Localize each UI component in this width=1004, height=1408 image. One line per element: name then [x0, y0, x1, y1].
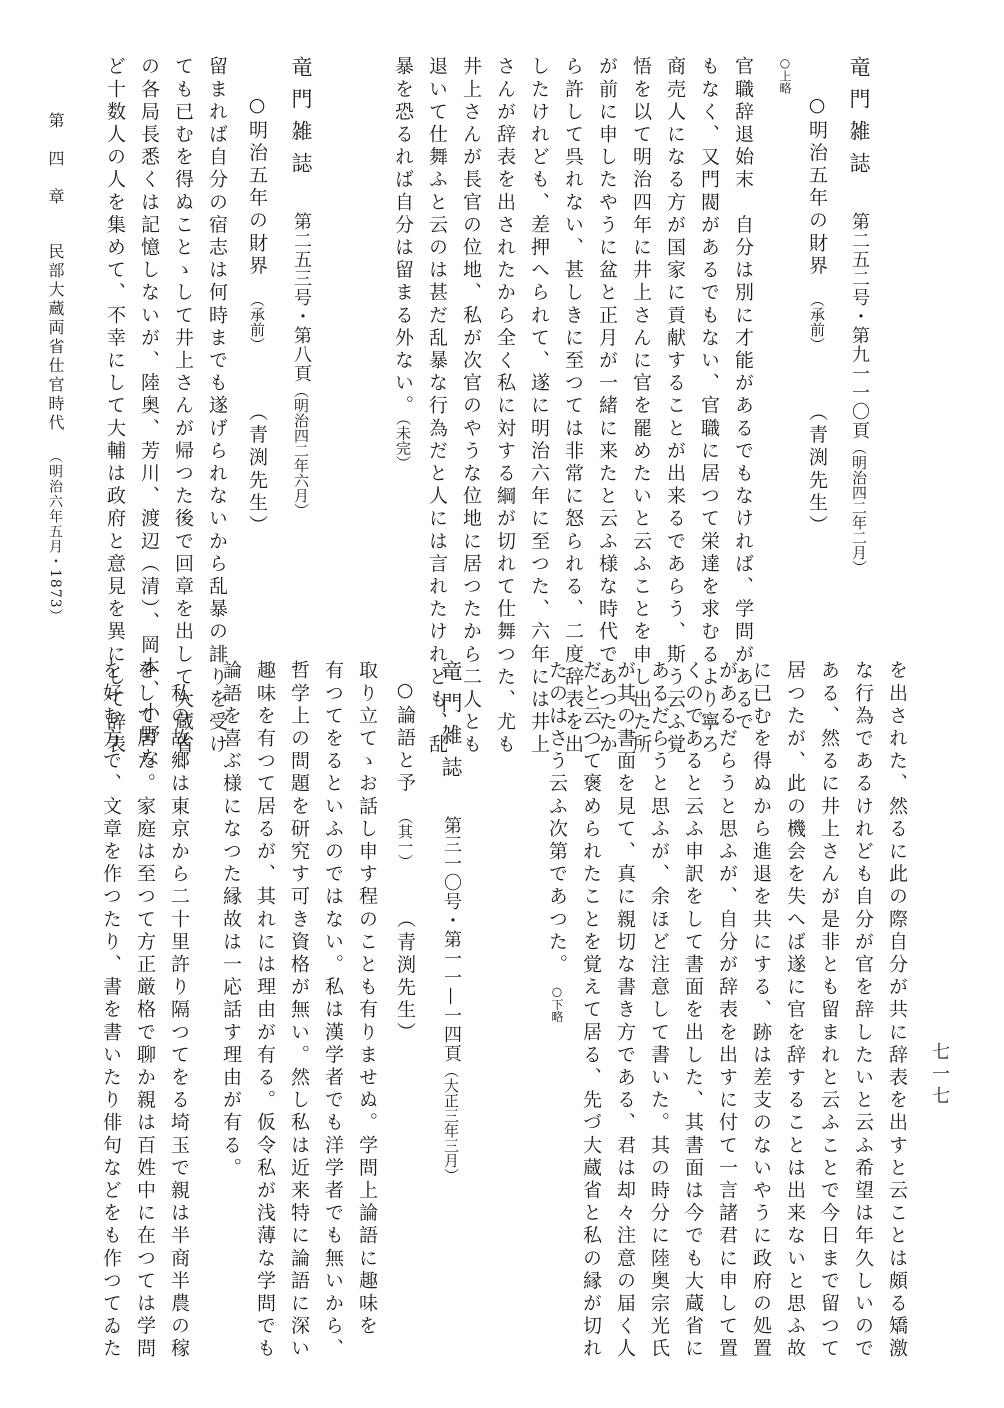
s2-header-issue: 第二五三号・第八頁: [291, 212, 312, 383]
cont-line-10: だと云つて褒められたことを覚えて居る、先づ大蔵省と私の縁が切れ: [580, 660, 602, 1361]
s2-line-2: ても已むを得ぬことゝして井上さんが帰つた後で回章を出して大蔵省: [172, 56, 194, 757]
s2-line-3: の各局長悉くは記憶しないが、陸奥、芳川、渡辺（清）、岡本、小野な: [138, 56, 160, 770]
s1-line-3: 商売人になる方が国家に貢献することが出来るであらう、斯う云ふ覚: [664, 56, 686, 757]
s1-line-11: [386, 56, 420, 470]
chapter-label: 第 四 章: [46, 112, 65, 207]
s1-header: [842, 56, 876, 575]
s1-line-5: が前に申したやうに盆と正月が一緒に来たと云ふ様な時代であつたか: [596, 56, 618, 757]
s3-title: ○論語と予: [394, 679, 416, 795]
page-number: 七一七: [929, 1042, 950, 1108]
chapter-date: （明治六年五月・1873）: [47, 449, 63, 624]
cont-line-4: 居つたが、此の機会を失へば遂に官を辞することは出来ないと思ふ故: [784, 660, 806, 1361]
s3-header-date: （大正三年三月）: [442, 1063, 460, 1183]
cont-line-9: が其の書面を見て、真に親切な書き方である、君は却々注意の届く人: [614, 660, 636, 1361]
cont-line-6: があるだらうと思ふが、自分が辞表を出すに付て一言諸君に申して置: [716, 660, 738, 1361]
s2-header-magazine: 竜門雑誌: [289, 56, 313, 184]
s2-author: （青渕先生）: [246, 401, 268, 538]
s3-title-line: [388, 660, 422, 1045]
s2-header: [284, 56, 318, 518]
s1-line-11-text: 暴を恐るれば自分は留まる外ない。: [392, 56, 414, 418]
s1-line-9: 井上さんが長官の位地、私が次官のやうな位地に居つたから二人とも: [460, 56, 482, 757]
s1-line-8: さんが辞表を出されたから全く私に対する綱が切れて仕舞つた、尤も: [494, 56, 516, 757]
s2-title: ○明治五年の財界: [246, 94, 268, 278]
cont-line-2: な行為であるけれども自分が官を辞したいと云ふ希望は年久しいので: [852, 660, 874, 1361]
s2-title-line: [240, 56, 274, 537]
s3-header-issue: 第三一〇号・第一一—一四頁: [441, 816, 462, 1063]
s3-author: （青渕先生）: [394, 909, 416, 1045]
s1-omit-top: ○上略: [778, 56, 792, 94]
cont-line-5: に已むを得ぬから進退を共にする、跡は差支のないやうに政府の処置: [750, 660, 772, 1361]
s2-title-note: （承前）: [248, 291, 266, 352]
s2-line-4: ど十数人の人を集めて、不幸にして大輔は政府と意見を異にして辞表: [104, 56, 126, 757]
s3-line-7: をして居た。家庭は至つて方正厳格で聊か親は百姓中に在つては学問: [134, 660, 156, 1361]
s3-line-6: 私の故郷は東京から二十里許り隔つてをる埼玉で親は半商半農の稼: [168, 660, 190, 1361]
s1-title: ○明治五年の財界: [806, 94, 828, 278]
s1-line-10: 退いて仕舞ふと云のは甚だ乱暴な行為だと人には言れたけれども、乱: [426, 56, 448, 757]
s3-line-3: 哲学上の問題を研究す可き資格が無い。然し私は近来特に論語に深い: [288, 660, 310, 1361]
s1-line-6: ら許して呉れない、甚しきに至つては非常に怒られる、二度辞表を出: [562, 56, 584, 757]
chapter-title: 民部大蔵両省仕官時代: [46, 243, 65, 433]
s1-header-date: （明治四二年二月）: [850, 440, 868, 575]
cont-line-3: ある、然るに井上さんが是非とも留まれと云ふことで今日まで留つて: [818, 660, 840, 1361]
s3-line-1: 取り立てゝお話し申す程のことも有りませぬ。学問上論語に趣味を: [356, 660, 378, 1338]
chapter-footer: [44, 112, 67, 624]
s1-line-7: したけれども、差押へられて、遂に明治六年に至つた、六年には井上: [528, 56, 550, 757]
s3-header: [434, 660, 468, 1183]
s1-line-4: 悟を以て明治四年に井上さんに官を罷めたいと云ふことを申し出た所: [630, 56, 652, 757]
s3-line-8: を好む方で、文章を作つたり、書を書いたり俳句などをも作つてゐた: [100, 660, 122, 1361]
s1-line-2: もなく、又門閥があるでもない、官職に居つて栄達を求むるより寧ろ: [698, 56, 720, 757]
s3-line-4: 趣味を有つて居るが、其れには理由が有る。仮令私が浅薄な学問でも: [254, 660, 276, 1361]
s3-line-5: 論語を喜ぶ様になつた縁故は一応話す理由が有る。: [220, 660, 242, 1180]
s3-title-note: （其一）: [396, 809, 414, 869]
s1-header-magazine: 竜門雑誌: [847, 56, 871, 184]
s3-line-2: 有つてをるといふのではない。私は漢学者でも洋学者でも無いから、: [322, 660, 344, 1361]
cont-line-7: くのであると云ふ申訳をして書面を出した、其書面は今でも大蔵省に: [682, 660, 704, 1361]
s1-title-line: [800, 56, 834, 537]
s2-line-1: 留まれば自分の宿志は何時までも遂げられないから乱暴の誹りを受け: [206, 56, 228, 757]
s2-header-date: （明治四二年六月）: [292, 383, 310, 518]
s1-author: （青渕先生）: [806, 401, 828, 538]
s1-end-note: （未完）: [394, 417, 412, 471]
cont-line-8: あるだらうと思ふが、余ほど注意して書いた。其の時分に陸奥宗光氏: [648, 660, 670, 1361]
s1-line-1: 官職辞退始末 自分は別に才能があるでもなければ、学問があるで: [732, 56, 754, 734]
omit-bottom: ○下略: [550, 984, 564, 1023]
s1-title-note: （承前）: [808, 291, 826, 352]
cont-last-text: たのはさう云ふ次第であつた。: [546, 660, 568, 977]
cont-line-1: を出された、然るに此の際自分が共に辞表を出すと云ことは頗る矯激: [886, 660, 908, 1361]
s1-header-issue: 第二五二号・第九一一〇頁: [849, 212, 870, 440]
cont-line-11: [540, 660, 574, 1022]
s3-header-magazine: 竜門雑誌: [439, 660, 463, 788]
